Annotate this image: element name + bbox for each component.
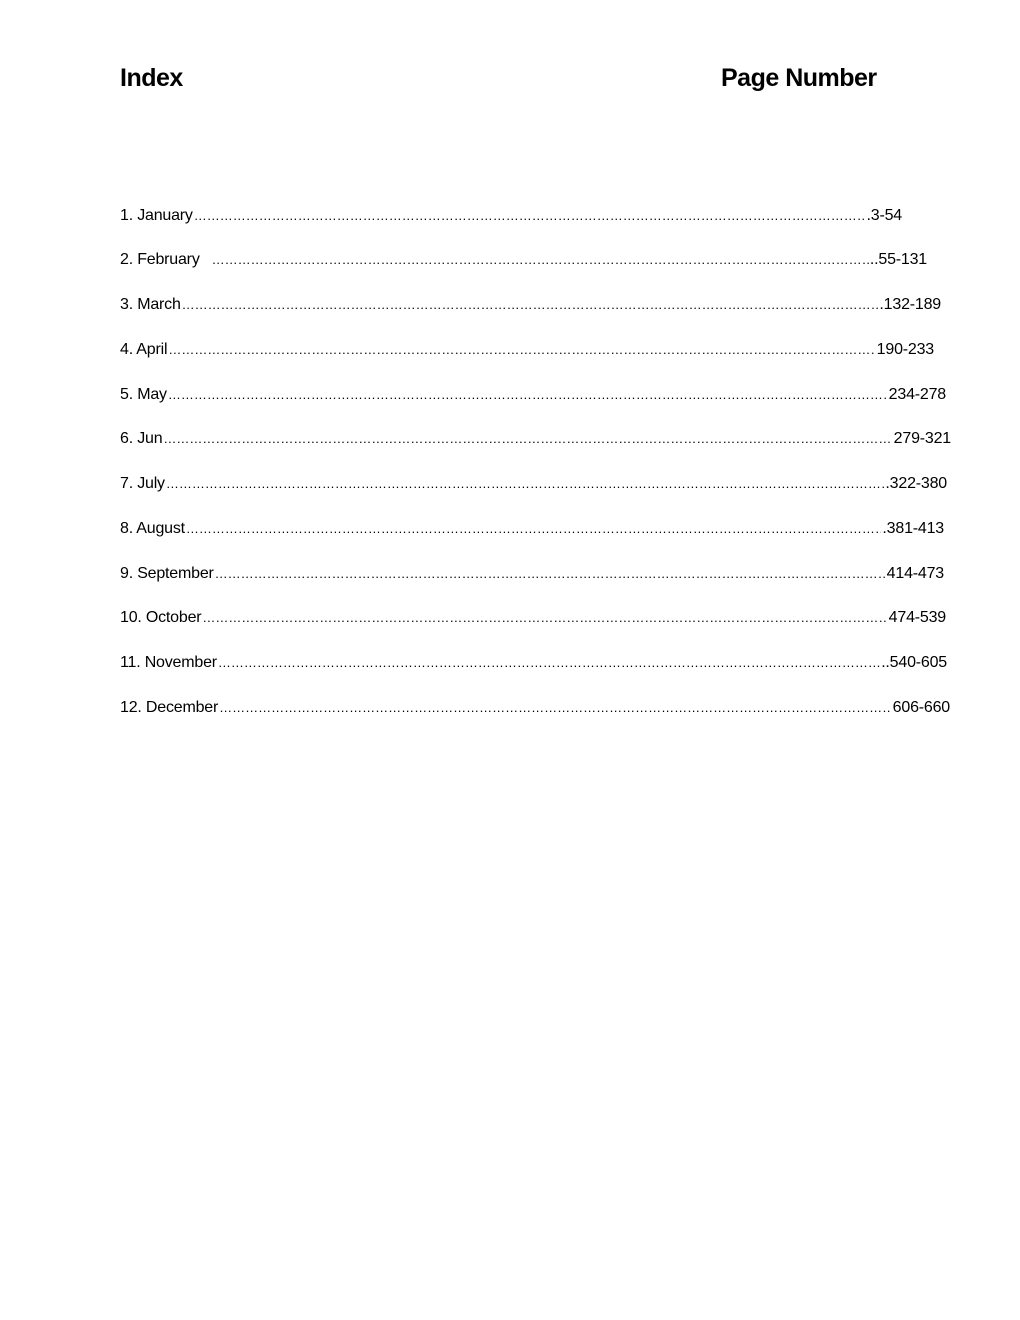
index-entry — [120, 251, 927, 271]
entry-label: 8. August — [120, 520, 185, 537]
index-entry — [120, 430, 951, 450]
entry-pages: 234-278 — [888, 386, 946, 403]
index-entry — [120, 565, 944, 585]
dot-leader — [182, 296, 879, 314]
index-heading: Index — [120, 64, 183, 92]
entry-label: 7. July — [120, 475, 165, 492]
dot-leader — [194, 207, 866, 225]
dot-leader — [168, 341, 875, 359]
entry-pages: 414-473 — [886, 565, 944, 582]
dot-leader — [186, 520, 882, 538]
dot-leader — [215, 565, 886, 583]
index-entry — [120, 609, 946, 629]
dot-leader — [166, 475, 885, 493]
page-number-heading: Page Number — [721, 64, 877, 92]
index-entry — [120, 386, 946, 406]
entry-pages: 606-660 — [892, 699, 950, 716]
entry-label: 4. April — [120, 341, 168, 358]
entry-label: 12. December — [120, 699, 219, 716]
entry-pages: ..55-131 — [869, 251, 927, 268]
entry-label: 11. November — [120, 654, 217, 671]
entry-pages: .322-380 — [885, 475, 947, 492]
entry-label: 9. September — [120, 565, 214, 582]
dot-leader — [163, 430, 892, 448]
entry-label: 1. January — [120, 207, 193, 224]
entry-pages: ..540-605 — [881, 654, 947, 671]
dot-leader — [212, 251, 869, 269]
entry-label: 10. October — [120, 609, 202, 626]
index-entry — [120, 475, 947, 495]
entry-pages: 279-321 — [893, 430, 951, 447]
index-entry — [120, 654, 947, 674]
dot-leader — [218, 654, 880, 672]
entry-pages: .132-189 — [879, 296, 941, 313]
dot-leader — [219, 699, 892, 717]
index-entry — [120, 520, 944, 540]
dot-leader — [202, 609, 887, 627]
entry-label: 2. February — [120, 251, 200, 268]
index-entry — [120, 207, 902, 227]
index-entry — [120, 341, 934, 361]
entry-label: 5. May — [120, 386, 167, 403]
entry-pages: 474-539 — [888, 609, 946, 626]
entry-pages: 190-233 — [876, 341, 934, 358]
entry-label: 3. March — [120, 296, 181, 313]
entry-label: 6. Jun — [120, 430, 163, 447]
index-entry — [120, 296, 941, 316]
dot-leader — [168, 386, 888, 404]
entry-pages: .381-413 — [882, 520, 944, 537]
entry-pages: .3-54 — [866, 207, 902, 224]
index-entry — [120, 699, 950, 719]
